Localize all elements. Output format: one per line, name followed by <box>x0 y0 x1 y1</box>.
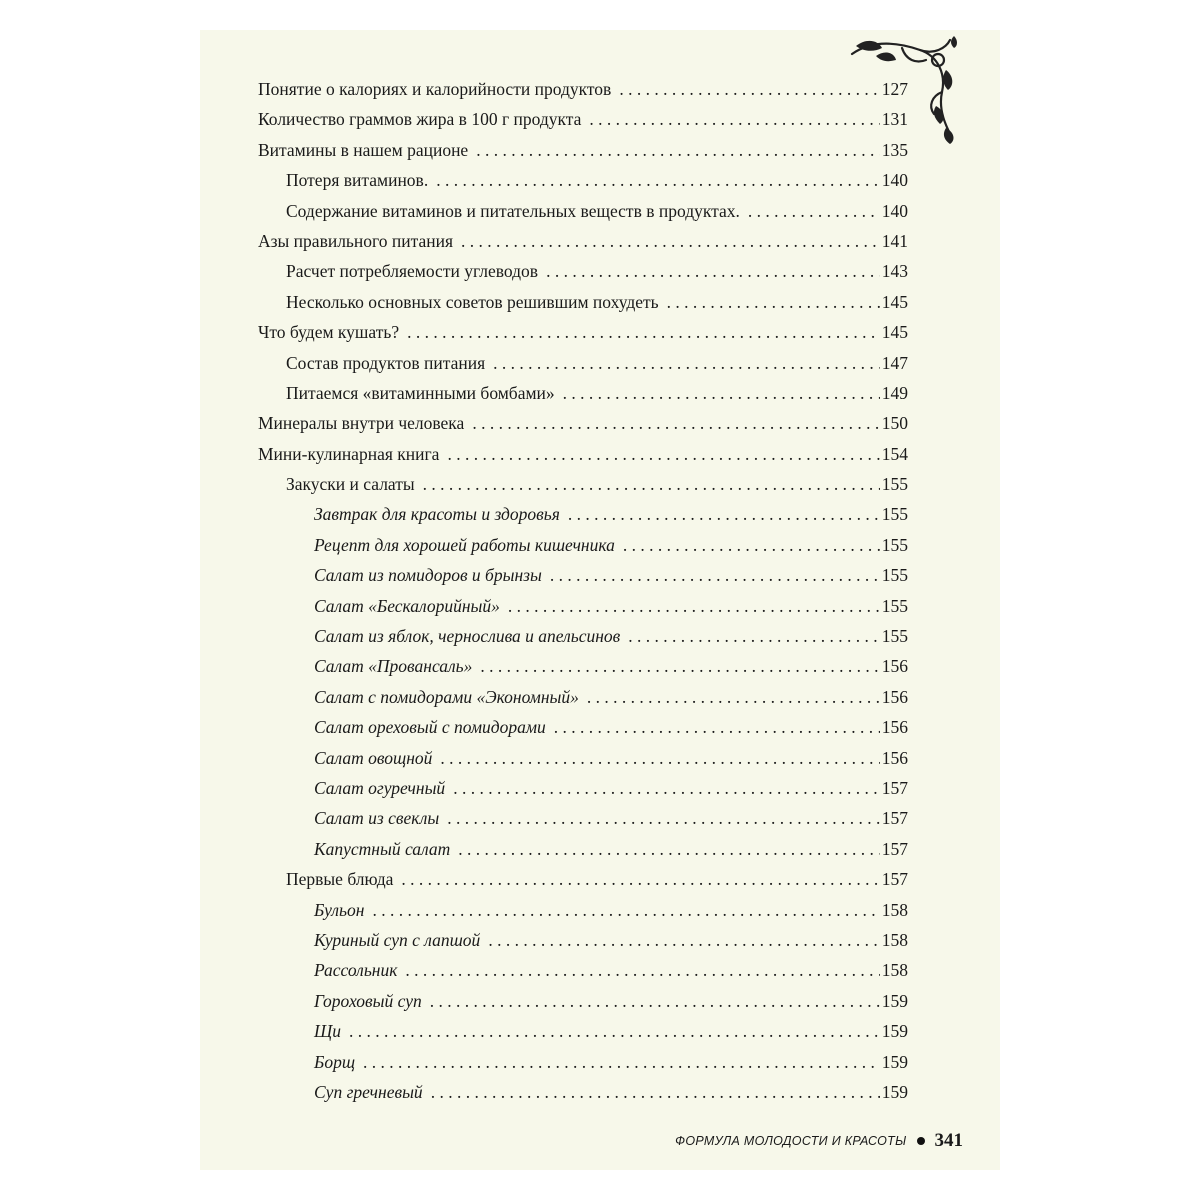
dot-leader <box>401 864 879 894</box>
toc-entry-title: Борщ <box>314 1051 356 1072</box>
toc-entry <box>258 74 908 104</box>
dot-leader <box>405 955 879 985</box>
toc-entry-page: 158 <box>881 899 908 920</box>
toc-entry-page: 158 <box>881 960 908 981</box>
page-footer <box>675 1130 963 1152</box>
dot-leader <box>589 104 879 134</box>
bullet-icon <box>917 1137 925 1145</box>
toc-entry-title: Расчет потребляемости углеводов <box>286 261 539 282</box>
dot-leader <box>546 256 880 286</box>
toc-entry-page: 145 <box>881 291 908 312</box>
toc-entry-page: 155 <box>881 626 908 647</box>
toc-entry-title: Щи <box>314 1021 342 1042</box>
toc-entry <box>258 104 908 134</box>
toc-entry-title: Мини-кулинарная книга <box>258 443 440 464</box>
dot-leader <box>508 591 880 621</box>
dot-leader <box>488 925 879 955</box>
toc-entry-title: Витамины в нашем рационе <box>258 139 469 160</box>
toc-entry-page: 140 <box>881 200 908 221</box>
toc-entry <box>258 317 908 347</box>
dot-leader <box>563 378 880 408</box>
toc-entry <box>258 439 908 469</box>
toc-entry-title: Питаемся «витаминными бомбами» <box>286 382 555 403</box>
toc-entry-page: 145 <box>881 322 908 343</box>
dot-leader <box>550 560 880 590</box>
dot-leader <box>349 1016 880 1046</box>
toc-entry <box>258 1047 908 1077</box>
dot-leader <box>440 743 879 773</box>
toc-entry-title: Куриный суп с лапшой <box>314 929 481 950</box>
toc-entry-page: 159 <box>881 990 908 1011</box>
toc-entry-title: Понятие о калориях и калорийности продуктов <box>258 79 612 99</box>
toc-entry-page: 150 <box>881 413 908 434</box>
dot-leader <box>472 408 879 438</box>
toc-entry-title: Состав продуктов питания <box>286 352 486 373</box>
toc-entry <box>258 834 908 864</box>
toc-entry <box>258 773 908 803</box>
toc-entry-title: Содержание витаминов и питательных веществ в продуктах. <box>286 200 740 221</box>
toc-entry <box>258 986 908 1016</box>
toc-entry <box>258 196 908 226</box>
toc-entry <box>258 955 908 985</box>
toc-entry-title: Рецепт для хорошей работы кишечника <box>314 534 615 555</box>
dot-leader <box>372 895 879 925</box>
toc-entry-title: Салат «Бескалорийный» <box>314 595 500 616</box>
toc-entry <box>258 135 908 165</box>
dot-leader <box>458 834 880 864</box>
toc-entry <box>258 560 908 590</box>
dot-leader <box>461 226 880 256</box>
toc-entry-page: 156 <box>881 747 908 768</box>
toc-entry-page: 141 <box>881 230 908 251</box>
toc-entry-title: Салат «Провансаль» <box>314 656 473 677</box>
toc-entry-page: 155 <box>881 474 908 495</box>
toc-entry-title: Суп гречневый <box>314 1081 423 1102</box>
dot-leader <box>587 682 880 712</box>
toc-entry <box>258 348 908 378</box>
toc-entry-page: 156 <box>881 717 908 738</box>
dot-leader <box>493 348 880 378</box>
running-head: ФОРМУЛА МОЛОДОСТИ И КРАСОТЫ <box>675 1134 907 1148</box>
toc-entry-page: 159 <box>881 1051 908 1072</box>
dot-leader <box>554 712 880 742</box>
dot-leader <box>628 621 879 651</box>
toc-entry-page: 131 <box>881 109 908 130</box>
toc-entry-title: Салат из яблок, чернослива и апельсинов <box>314 626 621 647</box>
toc-entry-page: 127 <box>881 79 908 99</box>
toc-entry-title: Капустный салат <box>314 838 451 859</box>
toc-entry <box>258 469 908 499</box>
toc-entry <box>258 1077 908 1107</box>
page-number: 341 <box>934 1130 963 1151</box>
dot-leader <box>436 165 880 195</box>
toc-entry <box>258 895 908 925</box>
toc-entry-title: Потеря витаминов. <box>286 170 429 191</box>
toc-entry-title: Бульон <box>314 899 365 920</box>
toc-entry-page: 158 <box>881 929 908 950</box>
toc-entry-title: Салат овощной <box>314 747 433 768</box>
toc-entry-title: Несколько основных советов решившим похудеть <box>286 291 659 312</box>
toc-entry <box>258 287 908 317</box>
toc-entry-title: Первые блюда <box>286 869 394 890</box>
toc-entry <box>258 682 908 712</box>
dot-leader <box>430 986 880 1016</box>
toc-entry-title: Салат ореховый с помидорами <box>314 717 546 738</box>
toc-entry <box>258 165 908 195</box>
dot-leader <box>447 803 879 833</box>
dot-leader <box>447 439 879 469</box>
table-of-contents <box>258 74 908 1107</box>
toc-entry-page: 149 <box>881 382 908 403</box>
toc-entry-page: 157 <box>881 808 908 829</box>
toc-entry-title: Количество граммов жира в 100 г продукта <box>258 109 582 130</box>
toc-entry-page: 140 <box>881 170 908 191</box>
toc-entry-page: 155 <box>881 595 908 616</box>
dot-leader <box>453 773 880 803</box>
toc-entry-page: 157 <box>881 777 908 798</box>
toc-entry-page: 147 <box>881 352 908 373</box>
toc-entry-page: 157 <box>881 838 908 859</box>
dot-leader <box>363 1047 880 1077</box>
dot-leader <box>476 135 880 165</box>
toc-entry <box>258 256 908 286</box>
toc-entry <box>258 864 908 894</box>
toc-entry <box>258 712 908 742</box>
toc-entry-title: Завтрак для красоты и здоровья <box>314 504 560 525</box>
toc-entry <box>258 925 908 955</box>
toc-entry-page: 159 <box>881 1021 908 1042</box>
toc-entry-page: 155 <box>881 565 908 586</box>
dot-leader <box>423 469 880 499</box>
toc-entry <box>258 1016 908 1046</box>
toc-entry-page: 156 <box>881 686 908 707</box>
toc-entry-title: Рассольник <box>314 960 398 981</box>
dot-leader <box>431 1077 880 1107</box>
dot-leader <box>623 530 880 560</box>
dot-leader <box>748 196 880 226</box>
toc-entry <box>258 378 908 408</box>
toc-entry <box>258 530 908 560</box>
toc-entry-title: Гороховый суп <box>314 990 422 1011</box>
toc-entry-page: 159 <box>881 1081 908 1102</box>
toc-entry-title: Закуски и салаты <box>286 474 415 495</box>
toc-entry <box>258 621 908 651</box>
toc-entry <box>258 499 908 529</box>
toc-entry <box>258 803 908 833</box>
toc-entry-page: 143 <box>881 261 908 282</box>
dot-leader <box>619 74 879 104</box>
toc-entry-title: Минералы внутри человека <box>258 413 465 434</box>
toc-entry-page: 156 <box>881 656 908 677</box>
toc-entry <box>258 408 908 438</box>
toc-entry <box>258 591 908 621</box>
toc-entry <box>258 743 908 773</box>
toc-entry-title: Салат с помидорами «Экономный» <box>314 686 579 707</box>
dot-leader <box>568 499 880 529</box>
toc-entry <box>258 226 908 256</box>
toc-entry-page: 154 <box>881 443 908 464</box>
toc-entry-page: 157 <box>881 869 908 890</box>
toc-entry-page: 155 <box>881 504 908 525</box>
toc-entry-title: Салат огуречный <box>314 777 446 798</box>
toc-entry-title: Салат из свеклы <box>314 808 440 829</box>
toc-entry-title: Салат из помидоров и брынзы <box>314 565 542 586</box>
toc-entry-page: 135 <box>881 139 908 160</box>
toc-entry-page: 155 <box>881 534 908 555</box>
toc-entry <box>258 651 908 681</box>
dot-leader <box>407 317 880 347</box>
dot-leader <box>480 651 879 681</box>
dot-leader <box>667 287 880 317</box>
toc-entry-title: Что будем кушать? <box>258 322 400 343</box>
toc-entry-title: Азы правильного питания <box>258 230 454 251</box>
